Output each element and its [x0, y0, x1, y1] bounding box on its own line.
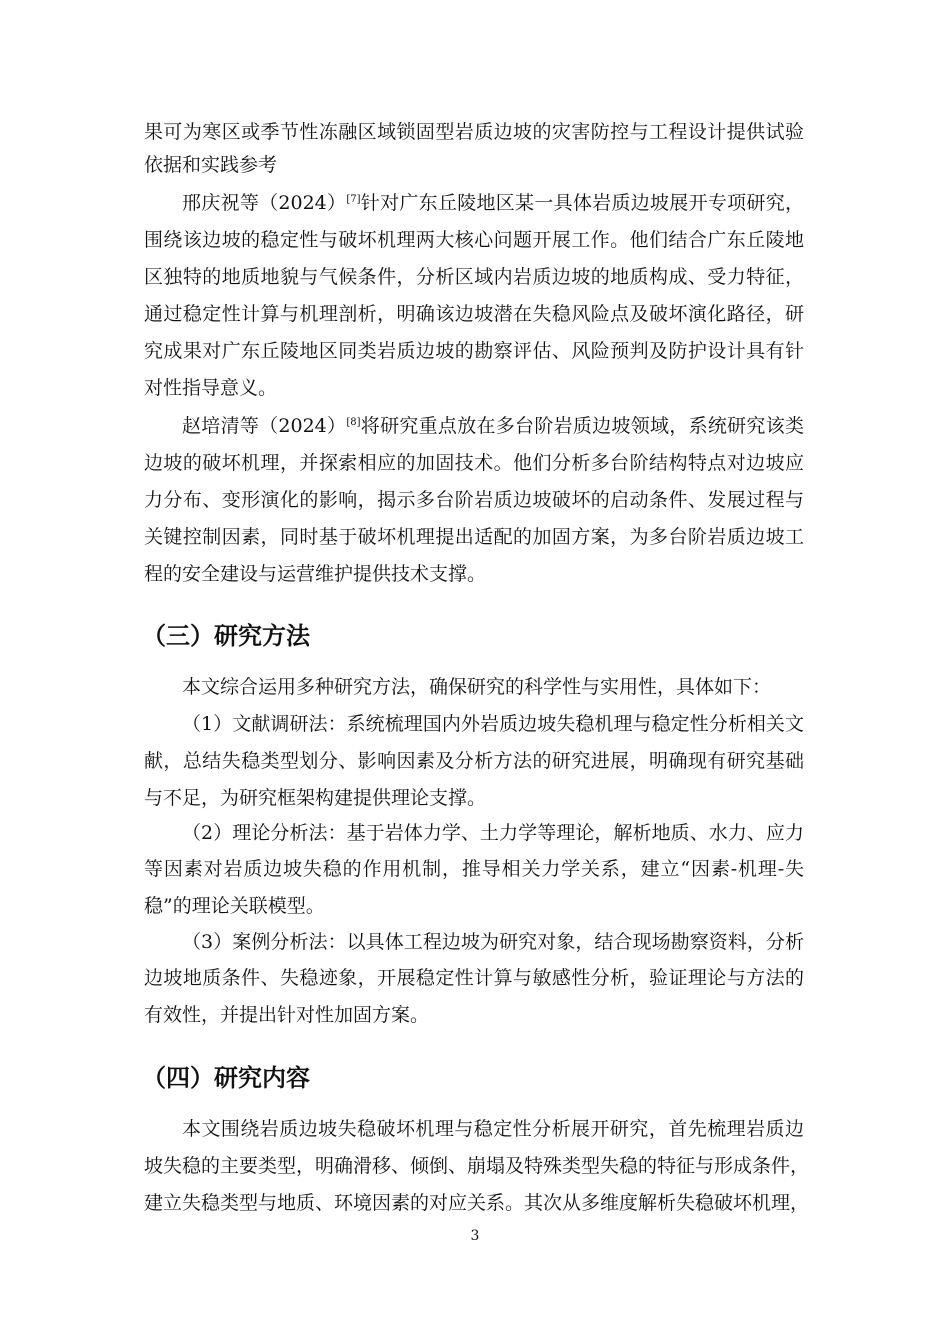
paragraph-line: （1）文献调研法：系统梳理国内外岩质边坡失稳机理与稳定性分析相关文	[182, 713, 804, 735]
paragraph-line: 有效性，并提出针对性加固方案。	[144, 1004, 430, 1026]
paragraph-line: 边坡的破坏机理，并探索相应的加固技术。他们分析多台阶结构特点对边坡应	[144, 452, 804, 474]
paragraph-line: 关键控制因素，同时基于破坏机理提出适配的加固方案，为多台阶岩质边坡工	[144, 526, 804, 548]
paragraph-line: 与不足，为研究框架构建提供理论支撑。	[144, 787, 487, 809]
paragraph-line: 对性指导意义。	[144, 377, 278, 399]
paragraph-line: 本文综合运用多种研究方法，确保研究的科学性与实用性，具体如下：	[182, 676, 772, 698]
paragraph-line: 稳”的理论关联模型。	[144, 895, 325, 917]
citation-ref: [8]	[346, 417, 361, 428]
paragraph-line: 通过稳定性计算与机理剖析，明确该边坡潜在失稳风险点及破坏演化路径，研	[144, 303, 804, 325]
paragraph-line: 本文围绕岩质边坡失稳破坏机理与稳定性分析展开研究，首先梳理岩质边	[182, 1118, 804, 1140]
page-number: 3	[470, 1228, 480, 1244]
author-year: 邢庆祝等（2024）	[182, 192, 347, 214]
paragraph-line: 建立失稳类型与地质、环境因素的对应关系。其次从多维度解析失稳破坏机理，	[144, 1192, 810, 1214]
paragraph-line: 坡失稳的主要类型，明确滑移、倾倒、崩塌及特殊类型失稳的特征与形成条件，	[144, 1155, 810, 1177]
paragraph-line: 区独特的地质地貌与气候条件，分析区域内岩质边坡的地质构成、受力特征，	[144, 266, 804, 288]
paragraph-line-with-citation	[182, 415, 804, 437]
sentence-text: 将研究重点放在多台阶岩质边坡领域，系统研究该类	[360, 415, 804, 437]
paragraph-line: 献，总结失稳类型划分、影响因素及分析方法的研究进展，明确现有研究基础	[144, 750, 804, 772]
citation-ref: [7]	[346, 194, 361, 205]
section-heading-content: （四）研究内容	[142, 1064, 310, 1092]
paragraph-line: 围绕该边坡的稳定性与破坏机理两大核心问题开展工作。他们结合广东丘陵地	[144, 229, 804, 251]
paragraph-line: 等因素对岩质边坡失稳的作用机制，推导相关力学关系，建立“因素-机理-失	[144, 858, 804, 880]
paragraph-line-with-citation	[182, 192, 804, 214]
paragraph-line: 究成果对广东丘陵地区同类岩质边坡的勘察评估、风险预判及防护设计具有针	[144, 340, 804, 362]
paragraph-line: 依据和实践参考	[144, 154, 278, 176]
paragraph-line: （2）理论分析法：基于岩体力学、土力学等理论，解析地质、水力、应力	[182, 822, 804, 844]
paragraph-line: 边坡地质条件、失稳迹象，开展稳定性计算与敏感性分析，验证理论与方法的	[144, 967, 804, 989]
author-year: 赵培清等（2024）	[182, 415, 347, 437]
paragraph-line: 力分布、变形演化的影响，揭示多台阶岩质边坡破坏的启动条件、发展过程与	[144, 489, 804, 511]
section-heading-methods: （三）研究方法	[142, 622, 310, 650]
paragraph-line: 程的安全建设与运营维护提供技术支撑。	[144, 563, 487, 585]
paragraph-line: （3）案例分析法：以具体工程边坡为研究对象，结合现场勘察资料，分析	[182, 931, 804, 953]
paragraph-line: 果可为寒区或季节性冻融区域锁固型岩质边坡的灾害防控与工程设计提供试验	[144, 121, 804, 143]
sentence-text: 针对广东丘陵地区某一具体岩质边坡展开专项研究，	[360, 192, 804, 214]
